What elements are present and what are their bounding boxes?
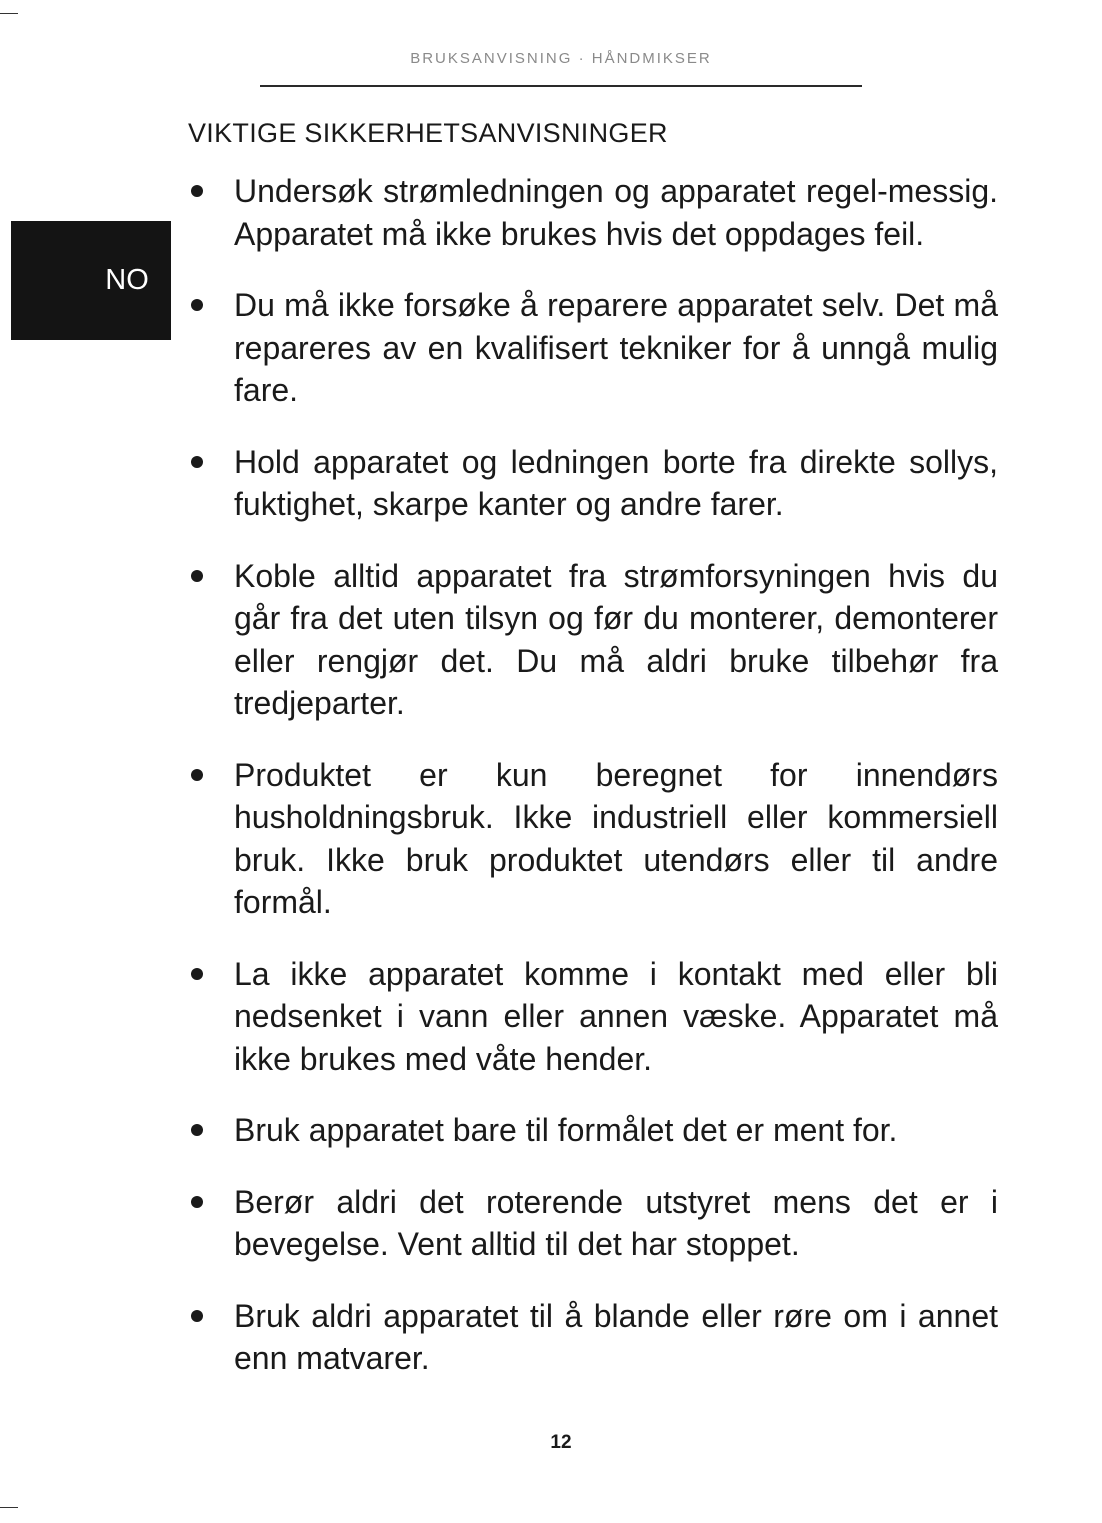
- language-tab: [11, 221, 171, 340]
- bullet-icon: [191, 185, 203, 197]
- list-item-text: Hold apparatet og ledningen borte fra direkte sollys, fuktighet, skarpe kanter og andre farer.: [234, 443, 998, 522]
- list-item-text: Berør aldri det roterende utstyret mens det er i bevegelse. Vent alltid til det har stoppet.: [234, 1183, 998, 1262]
- list-item: [188, 953, 998, 1081]
- list-item: [188, 284, 998, 412]
- list-item-text: Undersøk strømledningen og apparatet regel-messig. Apparatet må ikke brukes hvis det oppdages feil.: [234, 173, 998, 252]
- bullet-icon: [191, 299, 203, 311]
- crop-mark-bottom: [0, 1507, 18, 1508]
- header-divider: [260, 85, 862, 87]
- page-number: 12: [550, 1432, 572, 1453]
- list-item: [188, 1109, 998, 1152]
- bullet-icon: [191, 1310, 203, 1322]
- bullet-icon: [191, 456, 203, 468]
- section-title: VIKTIGE SIKKERHETSANVISNINGER: [188, 118, 668, 148]
- bullet-icon: [191, 769, 203, 781]
- bullet-icon: [191, 570, 203, 582]
- running-header: BRUKSANVISNING · HÅNDMIKSER: [410, 50, 712, 67]
- list-item-text: Bruk aldri apparatet til å blande eller røre om i annet enn matvarer.: [234, 1297, 998, 1376]
- safety-instructions-list: [188, 170, 998, 1409]
- list-item: [188, 1295, 998, 1380]
- bullet-icon: [191, 968, 203, 980]
- list-item: [188, 441, 998, 526]
- list-item-text: Produktet er kun beregnet for innendørs husholdningsbruk. Ikke industriell eller kommersiell bruk. Ikke bruk produktet utendørs eller til andre formål.: [234, 756, 998, 920]
- bullet-icon: [191, 1196, 203, 1208]
- crop-mark-top: [0, 13, 18, 14]
- list-item-text: Koble alltid apparatet fra strømforsyningen hvis du går fra det uten tilsyn og før du monterer, demonterer eller rengjør det. Du må aldri bruke tilbehør fra tredjeparter.: [234, 557, 998, 721]
- list-item: [188, 1181, 998, 1266]
- list-item: [188, 555, 998, 725]
- language-tab-label: NO: [105, 264, 149, 296]
- list-item-text: Du må ikke forsøke å reparere apparatet selv. Det må repareres av en kvalifisert tekniker for å unngå mulig fare.: [234, 287, 998, 408]
- list-item-text: Bruk apparatet bare til formålet det er ment for.: [234, 1112, 898, 1148]
- list-item: [188, 170, 998, 255]
- list-item-text: La ikke apparatet komme i kontakt med eller bli nedsenket i vann eller annen væske. Apparatet må ikke brukes med våte hender.: [234, 955, 998, 1077]
- bullet-icon: [191, 1124, 203, 1136]
- list-item: [188, 754, 998, 924]
